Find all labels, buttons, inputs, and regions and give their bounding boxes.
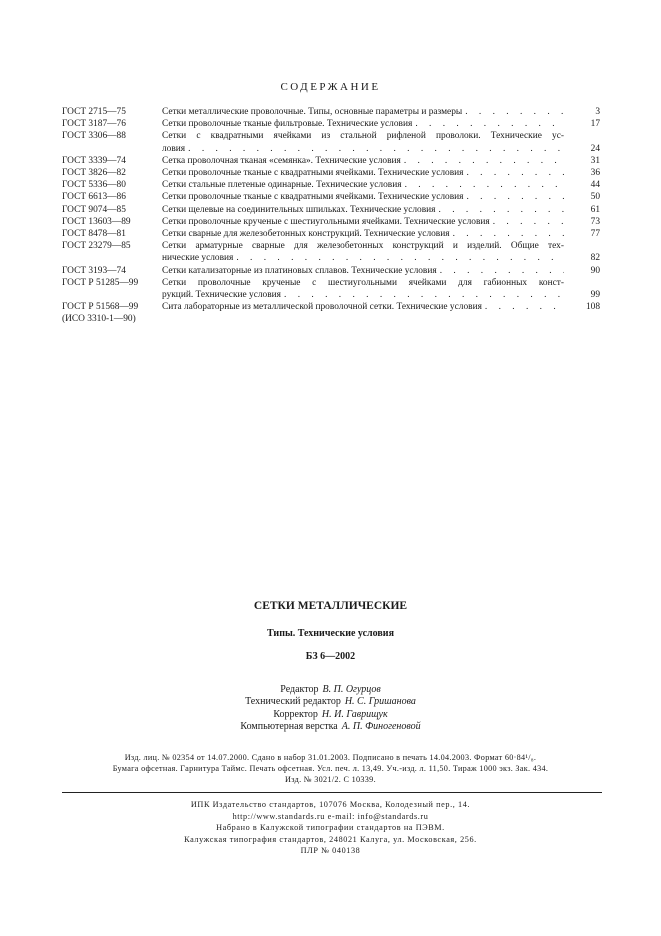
- toc-entry-page: 82: [590, 253, 600, 264]
- toc-entry[interactable]: [62, 167, 600, 179]
- toc-entry[interactable]: [62, 204, 600, 216]
- toc-entry-code: ГОСТ 3187—76: [62, 119, 126, 130]
- table-of-contents: [62, 106, 600, 326]
- toc-entry-text-cont: нические условия: [162, 253, 234, 264]
- toc-entry-page: 24: [590, 143, 600, 154]
- toc-entry-text: Сетки катализаторные из платиновых сплавов. Технические условия: [162, 265, 437, 276]
- credit-name: А. П. Финогеновой: [341, 721, 421, 733]
- toc-entry-text-cont: ловия: [162, 143, 186, 154]
- toc-entry-code: ГОСТ 3306—88: [62, 131, 126, 142]
- bz-number: БЗ 6—2002: [305, 651, 356, 662]
- typesetting-note: Набрано в Калужской типографии стандартов на ПЭВМ.: [216, 823, 445, 833]
- credit-line: [0, 721, 661, 733]
- toc-entry[interactable]: [62, 179, 600, 191]
- credit-line: [0, 696, 661, 708]
- credit-line: [0, 709, 661, 721]
- toc-entry-code: ГОСТ 9074—85: [62, 204, 126, 215]
- toc-entry-page: 73: [590, 216, 600, 227]
- toc-entry-text: Сетки проволочные тканые фильтровые. Технические условия: [162, 119, 413, 130]
- toc-entry-page: 3: [595, 107, 600, 117]
- toc-entry-code: ГОСТ 3193—74: [62, 265, 126, 276]
- toc-entry-text: Сетки арматурные сварные для железобетонных конструкций и изделий. Общие тех-: [162, 241, 564, 252]
- toc-entry[interactable]: [62, 130, 600, 154]
- toc-entry-code: ГОСТ 3826—82: [62, 168, 126, 179]
- toc-entry-page: 17: [590, 119, 600, 130]
- editorial-credits: [0, 684, 661, 734]
- document-title: СЕТКИ МЕТАЛЛИЧЕСКИЕ: [253, 600, 408, 612]
- toc-entry-page: 99: [590, 290, 600, 301]
- toc-entry[interactable]: [62, 118, 600, 130]
- toc-entry[interactable]: [62, 277, 600, 301]
- toc-entry-page: 90: [590, 265, 600, 276]
- credit-role: Редактор: [280, 684, 319, 695]
- print-imprint: [0, 752, 661, 785]
- toc-entry-text: Сетки металлические проволочные. Типы, основные параметры и размеры: [162, 107, 463, 117]
- credit-name: Н. С. Гришанова: [344, 696, 416, 708]
- toc-entry-code: ГОСТ 5336—80: [62, 180, 126, 191]
- toc-entry[interactable]: [62, 240, 600, 264]
- toc-entry-text: Сетки стальные плетеные одинарные. Технические условия: [162, 180, 402, 191]
- toc-entry-text: Сетка проволочная тканая «семянка». Технические условия: [162, 155, 401, 166]
- license-number: ПЛР № 040138: [300, 846, 361, 856]
- toc-entry[interactable]: [62, 228, 600, 240]
- toc-entry[interactable]: [62, 191, 600, 203]
- toc-title: СОДЕРЖАНИЕ: [280, 81, 381, 93]
- toc-entry-page: 36: [590, 168, 600, 179]
- toc-entry-text: Сетки проволочные тканые с квадратными ячейками. Технические условия: [162, 168, 464, 179]
- publisher-address: ИПК Издательство стандартов, 107076 Москва, Колодезный пер., 14.: [190, 800, 471, 809]
- toc-entry-text: Сетки проволочные крученые с шестиугольными ячейками для габионных конст-: [162, 277, 564, 288]
- imprint-line: Изд. № 3021/2. С 10339.: [285, 775, 376, 784]
- toc-entry-page: 108: [585, 302, 600, 313]
- toc-entry[interactable]: [62, 265, 600, 277]
- toc-entry-text: Сетки проволочные тканые с квадратными ячейками. Технические условия: [162, 192, 464, 203]
- credit-line: [0, 684, 661, 696]
- toc-entry-code: ГОСТ 2715—75: [62, 107, 126, 117]
- toc-entry-page: 50: [590, 192, 600, 203]
- toc-entry-page: 44: [590, 180, 600, 191]
- imprint-line: Бумага офсетная. Гарнитура Таймс. Печать офсетная. Усл. печ. л. 13,49. Уч.-изд. л. 11,50. Тираж 1000 экз. Зак. 434.: [112, 764, 549, 773]
- toc-entry-page: 77: [590, 229, 600, 240]
- publisher-footer: [0, 799, 661, 857]
- publisher-web[interactable]: http://www.standards.ru e-mail: info@standards.ru: [232, 811, 429, 821]
- toc-entry-text: Сетки сварные для железобетонных конструкций. Технические условия: [162, 229, 450, 240]
- toc-entry[interactable]: [62, 301, 600, 325]
- toc-entry-text-cont: рукций. Технические условия: [162, 290, 281, 301]
- toc-entry-code: ГОСТ Р 51285—99: [62, 277, 139, 288]
- toc-entry[interactable]: [62, 216, 600, 228]
- credit-name: Н. И. Гаврищук: [321, 708, 388, 720]
- toc-entry-code: ГОСТ Р 51568—99: [62, 302, 139, 313]
- document-subtitle: Типы. Технические условия: [267, 628, 394, 639]
- toc-entry-page: 31: [590, 155, 600, 166]
- divider: [62, 792, 602, 793]
- toc-entry-text: Сита лабораторные из металлической проволочной сетки. Технические условия: [162, 302, 482, 313]
- imprint-line: Изд. лиц. № 02354 от 14.07.2000. Сдано в набор 31.01.2003. Подписано в печать 14.04.2003. Формат 60·84¹/₈.: [124, 753, 537, 762]
- toc-entry-code: ГОСТ 3339—74: [62, 155, 126, 166]
- toc-entry[interactable]: [62, 106, 600, 118]
- toc-entry-text: Сетки с квадратными ячейками из стальной рифленой проволоки. Технические ус-: [162, 131, 564, 142]
- credit-role: Компьютерная верстка: [240, 721, 338, 733]
- printer-address: Калужская типография стандартов, 248021 Калуга, ул. Московская, 256.: [184, 834, 477, 844]
- toc-entry-page: 61: [590, 204, 600, 215]
- credit-role: Технический редактор: [245, 696, 341, 708]
- toc-entry-code: ГОСТ 23279—85: [62, 241, 131, 252]
- toc-entry-code: ГОСТ 8478—81: [62, 229, 126, 240]
- credit-role: Корректор: [273, 708, 318, 720]
- toc-entry-code: ГОСТ 6613—86: [62, 192, 126, 203]
- toc-entry-text: Сетки проволочные крученые с шестиугольными ячейками. Технические условия: [162, 216, 490, 227]
- toc-entry-code-iso: (ИСО 3310-1—90): [62, 314, 136, 325]
- credit-name: В. П. Огурцов: [322, 684, 381, 695]
- toc-entry[interactable]: [62, 155, 600, 167]
- toc-entry-text: Сетки щелевые на соединительных шпильках. Технические условия: [162, 204, 436, 215]
- toc-entry-code: ГОСТ 13603—89: [62, 216, 131, 227]
